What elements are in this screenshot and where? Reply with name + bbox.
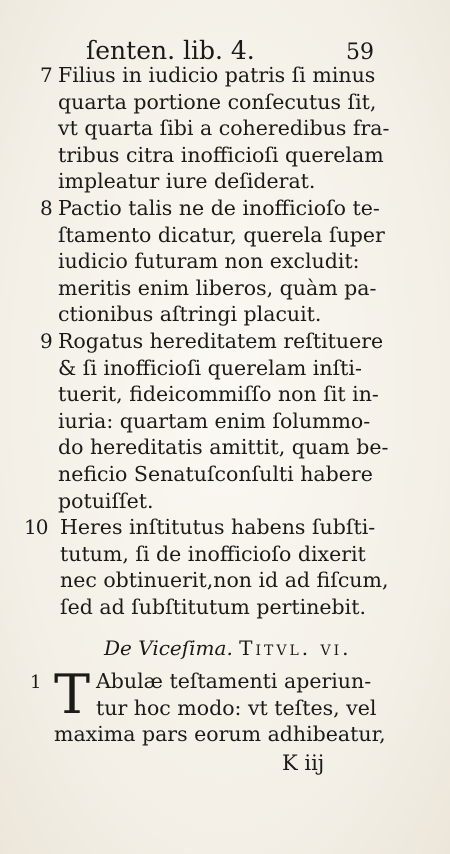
text-line: do hereditatis amittit, quam be- [58,435,389,460]
text-line: Rogatus hereditatem reſtituere [58,328,384,353]
text-line: Filius in iudicio patris ſi minus [58,63,376,87]
text-line: tuerit, fideicommiſſo non ſit in- [58,382,379,407]
running-title: ſenten. lib. 4. [86,36,255,65]
text-line: tribus citra inofficioſi querelam [58,142,384,167]
paragraph-number: 7 [40,63,53,87]
text-line: tutum, ſi de inofficioſo dixerit [60,541,366,566]
text-line: potuiſſet. [58,488,154,513]
paragraph-number: 8 [40,195,53,220]
paragraph-9 [40,328,389,514]
paragraph-10 [24,514,389,620]
text-line: Pactio talis ne de inofficioſo te- [58,195,380,220]
text-line: ſed ad ſubſtitutum pertinebit. [60,594,366,619]
text-line: neficio Senatuſconſulti habere [58,461,373,486]
paragraph-8 [40,195,385,328]
text-line: vt quarta ſibi a coheredibus fra- [58,116,390,141]
text-line: iuria: quartam enim ſolummo- [58,408,371,433]
section-title-caps: Titvl. vi. [239,636,352,660]
text-line: meritis enim liberos, quàm pa- [58,275,377,300]
signature-mark: K iij [282,751,325,775]
paragraph-number: 10 [24,515,48,540]
main-text [24,62,390,620]
page-number: 59 [346,40,374,65]
text-line: Abulæ teſtamenti aperiun- [96,669,372,693]
text-line: quarta portione conſecutus ſit, [58,89,377,114]
text-line: iudicio futuram non excludit: [58,249,360,274]
section-title-italic: De Viceſima. [104,636,233,660]
text-line: ſtamento dicatur, querela ſuper [58,222,385,247]
text-line: Heres inſtitutus habens ſubſti- [60,515,376,540]
law-paragraph-1 [30,663,386,748]
text-line: ctionibus aſtringi placuit. [58,302,322,327]
text-line: nec obtinuerit,non id ad fiſcum, [60,568,389,593]
text-line: impleatur iure deſiderat. [58,169,316,194]
text-line: & ſi inofficioſi querelam inſti- [58,355,362,380]
paragraph-number: 1 [30,672,42,693]
text-line: tur hoc modo: vt teſtes, vel [96,695,377,720]
text-line: maxima pars eorum adhibeatur, [54,722,386,747]
drop-cap: T [54,663,91,726]
section-title [104,634,364,662]
paragraph-7 [40,62,390,195]
paragraph-number: 9 [40,328,53,353]
